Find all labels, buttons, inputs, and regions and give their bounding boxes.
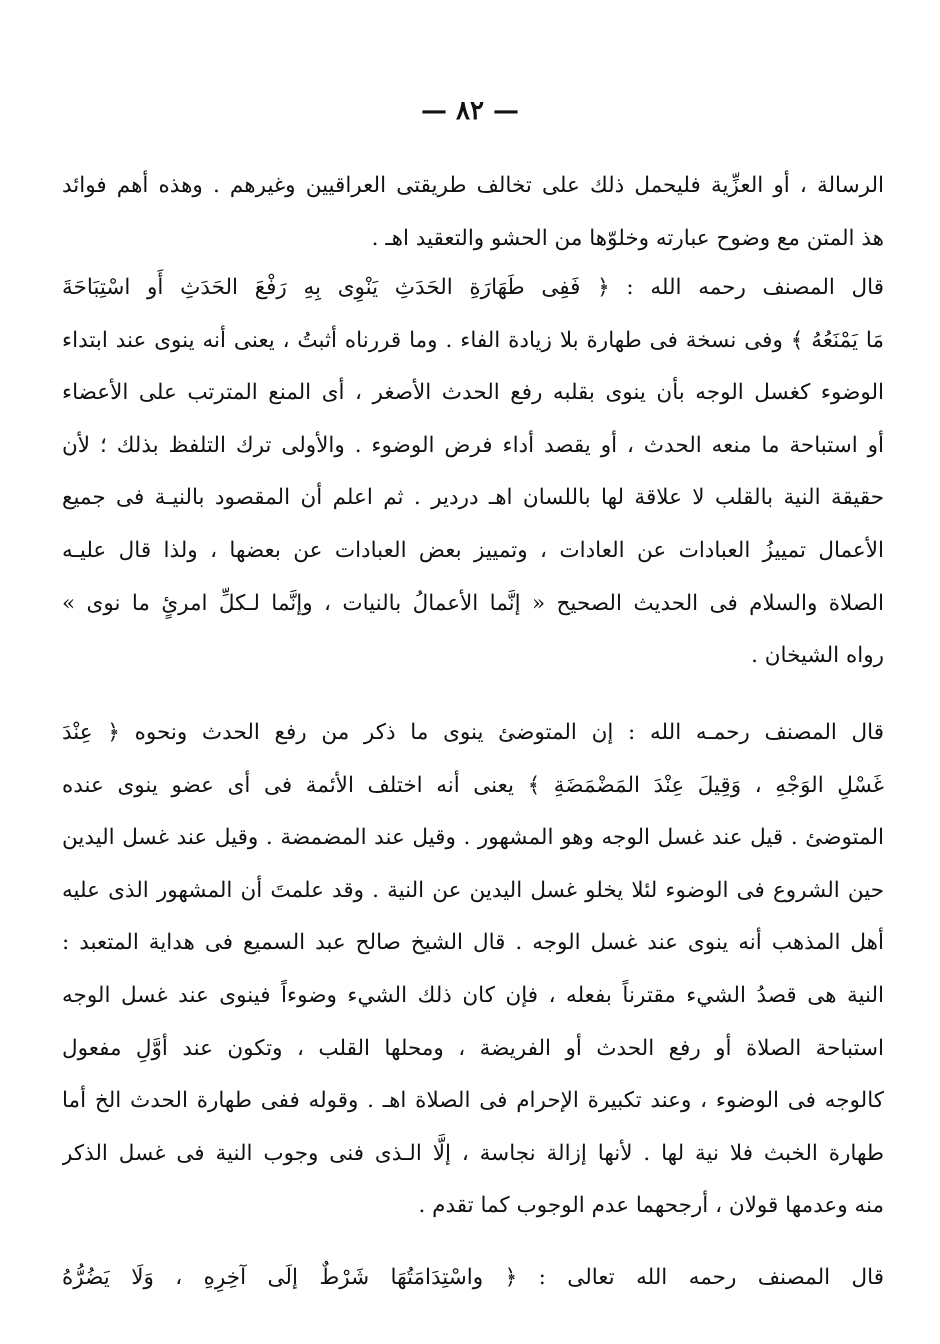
text-line: رواه الشيخان . — [751, 643, 884, 669]
text-line: طهارة الخبث فلا نية لها . لأنها إزالة نجاسة ، إلَّا الـذى فنى وجوب النية فى غسل الذكر — [62, 1140, 884, 1166]
page-number: — ٨٢ — — [420, 96, 520, 126]
paragraph-1 — [62, 160, 884, 265]
paragraph-2 — [62, 262, 884, 683]
text-line: الأعمال تمييزُ العبادات عن العادات ، وتمييز بعض العبادات عن بعضها ، ولذا قال عليـه — [62, 537, 884, 563]
text-line: قال المصنف رحمه الله تعالى : ﴿ واسْتِدَامَتُهَا شَرْطٌ إلَى آخِرِهِ ، وَلَا يَضُرُّهُ — [62, 1265, 884, 1290]
text-line: حقيقة النية بالقلب لا علاقة لها باللسان اهـ دردير . ثم اعلم أن المقصود بالنيـة فى جميع — [62, 485, 884, 511]
text-line: مَا يَمْنَعُهُ ﴾ وفى نسخة فى طهارة بلا زيادة الفاء . وما قررناه أثبتُ ، يعنى أنه ينوى عند ابتداء — [62, 327, 884, 353]
paragraph-4 — [62, 1252, 884, 1305]
text-line: منه وعدمها قولان ، أرجحهما عدم الوجوب كما تقدم . — [418, 1193, 884, 1219]
text-line: النية هى قصدُ الشيء مقترناً بفعله ، فإن كان ذلك الشيء وضوءاً فينوى عند غسل الوجه — [62, 982, 884, 1008]
text-line: حين الشروع فى الوضوء لئلا يخلو غسل اليدين عن النية . وقد علمتَ أن المشهور الذى عليه — [62, 877, 884, 903]
text-line: استباحة الصلاة أو رفع الحدث أو الفريضة ، ومحلها القلب ، وتكون عند أوَّلِ مفعول — [62, 1035, 884, 1061]
text-line: غَسْلِ الوَجْهِ ، وَقِيلَ عِنْدَ المَضْمَضَةِ ﴾ يعنى أنه اختلف الأئمة فى أى عضو ينوى عنده — [62, 772, 884, 798]
text-line: قال المصنف رحمه الله : ﴿ فَفِى طَهَارَةِ الحَدَثِ يَنْوِى بِهِ رَفْعَ الحَدَثِ أَو اسْتِبَاحَةَ — [62, 275, 884, 300]
text-line: الوضوء كغسل الوجه بأن ينوى بقلبه رفع الحدث الأصغر ، أى المنع المترتب على الأعضاء — [62, 380, 884, 406]
text-line: أو استباحة ما منعه الحدث ، أو يقصد أداء فرض الوضوء . والأولى ترك التلفظ بذلك ؛ لأن — [62, 432, 884, 458]
text-line: الرسالة ، أو العزِّية فليحمل ذلك على تخالف طريقتى العراقيين وغيرهم . وهذه أهم فوائد — [62, 173, 884, 198]
text-line: الصلاة والسلام فى الحديث الصحيح « إنَّما الأعمالُ بالنيات ، وإنَّما لـكلِّ امرئٍ ما نوى » — [62, 590, 884, 616]
text-line: المتوضئ . قيل عند غسل الوجه وهو المشهور . وقيل عند المضمضة . وقيل عند غسل اليدين — [62, 825, 884, 851]
text-line: كالوجه فى الوضوء ، وعند تكبيرة الإحرام فى الصلاة اهـ . وقوله ففى طهارة الحدث الخ أما — [62, 1088, 884, 1114]
text-line: قال المصنف رحمـه الله : إن المتوضئ ينوى ما ذكر من رفع الحدث ونحوه ﴿ عِنْدَ — [62, 720, 884, 745]
paragraph-3 — [62, 707, 884, 1233]
text-line: هذ المتن مع وضوح عبارته وخلوّها من الحشو والتعقيد اهـ . — [371, 225, 884, 251]
text-line: أهل المذهب أنه ينوى عند غسل الوجه . قال الشيخ صالح عبد السميع فى هداية المتعبد : — [62, 930, 884, 956]
